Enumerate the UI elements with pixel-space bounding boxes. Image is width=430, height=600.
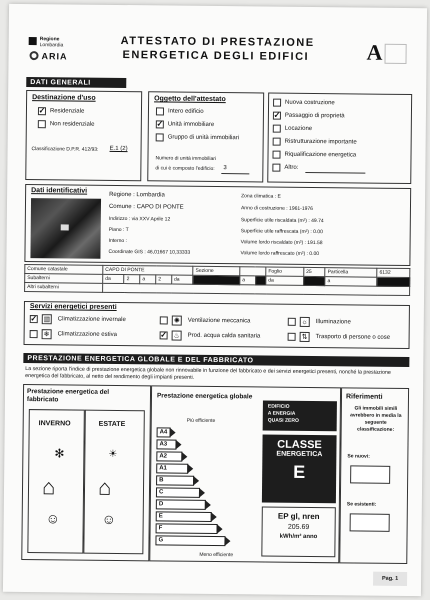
classificazione-label: Classificazione D.P.R. 412/93: — [31, 146, 99, 153]
classe-value: E — [293, 461, 306, 482]
piu-efficiente-label: Più efficiente — [186, 417, 216, 425]
level-a4: A4 — [157, 427, 171, 437]
interno-field: Interno : — [108, 237, 128, 245]
level-g: G — [155, 535, 225, 546]
unita-immobiliare-checkbox[interactable]: ✓ — [156, 119, 164, 129]
altri-subalterni-label: Altri subalterni — [25, 283, 103, 293]
ep-unit: kWh/m² anno — [279, 533, 318, 541]
gruppo-unita-checkbox[interactable] — [156, 133, 164, 141]
clim-inv-label: Climatizzazione invernale — [57, 316, 126, 324]
a-label-1: a — [140, 275, 156, 284]
regione-field: Regione : Lombardia — [109, 191, 165, 199]
nuova-costruzione-checkbox[interactable] — [273, 99, 281, 107]
lightbulb-icon: ☼ — [301, 318, 309, 326]
building-marker — [61, 224, 69, 230]
composto-label: di cui è composto l'edificio: — [155, 165, 215, 172]
sub-1-to: 2 — [156, 275, 172, 284]
se-esistenti-arrow — [350, 513, 390, 531]
passaggio-label: Passaggio di proprietà — [284, 112, 345, 120]
sezione-label: Sezione — [193, 266, 240, 275]
non-residenziale-label: Non residenziale — [49, 121, 95, 128]
elevator-icon: ⇅ — [300, 332, 310, 342]
ristrutturazione-checkbox[interactable] — [273, 138, 281, 146]
riqualificazione-checkbox[interactable] — [272, 151, 280, 159]
aria-icon — [30, 51, 39, 60]
ep-label: EP gl, nren — [277, 511, 320, 522]
clim-est-label: Climatizzazione estiva — [57, 331, 118, 338]
classe-2: ENERGETICA — [276, 450, 323, 459]
logo-aria: ARIA — [41, 51, 68, 62]
a-label-2: a — [240, 276, 256, 285]
meno-efficiente-label: Meno efficiente — [199, 551, 234, 559]
comune-catastale-value: CAPO DI PONTE — [103, 265, 193, 275]
fan-icon: ✺ — [172, 316, 182, 326]
estate-box — [83, 410, 145, 555]
sup-raff-field: Superficie utile raffrescata (m²) : 0.00 — [240, 228, 323, 236]
anno-field: Anno di costruzione : 1961-1976 — [240, 205, 313, 213]
sup-risc-field: Superficie utile riscaldata (m²) : 49.74 — [240, 217, 324, 225]
dati-identificativi-title: Dati identificativi — [31, 187, 88, 195]
subalterni-label: Subalterni — [25, 274, 103, 284]
logo-regione-2: Lombardia — [39, 42, 64, 49]
regione-cross-icon — [29, 37, 37, 45]
acqua-checkbox[interactable]: ✓ — [160, 330, 168, 340]
riferimenti-title: Riferimenti — [345, 393, 383, 401]
foglio-label: Foglio — [266, 267, 304, 276]
locazione-label: Locazione — [284, 125, 313, 133]
blank-cell-4 — [377, 277, 410, 286]
level-a3: A3 — [156, 439, 176, 449]
sub-1-from: 2 — [124, 275, 140, 284]
quasi-zero-2: A ENERGIA — [267, 410, 296, 417]
class-letter-logo: A — [366, 39, 383, 65]
level-d: D — [156, 499, 206, 510]
oggetto-title: Oggetto dell'attestato — [154, 95, 226, 104]
logo-regione-1: Regione — [39, 36, 60, 43]
prestazione-bar: PRESTAZIONE ENERGETICA GLOBALE E DEL FABBRICATO — [23, 353, 409, 367]
air-conditioner-icon: ❄ — [42, 329, 52, 339]
coordinate-field: Coordinate GIS : 46,01667 10,33333 — [108, 248, 191, 256]
ventilazione-label: Ventilazione meccanica — [187, 317, 251, 325]
summer-smile-icon: ☺ — [101, 510, 117, 527]
title-line1: ATTESTATO DI PRESTAZIONE — [120, 34, 315, 50]
vol-raff-field: Volume lordo raffrescato (m³) : 0.00 — [240, 250, 320, 258]
level-a2: A2 — [156, 451, 182, 461]
ep-value: 205.69 — [287, 523, 310, 532]
faucet-icon: ♨ — [172, 331, 182, 341]
residenziale-checkbox[interactable]: ✓ — [38, 106, 46, 116]
radiator-icon: ▥ — [42, 314, 52, 324]
nuova-costruzione-label: Nuova costruzione — [285, 99, 335, 107]
trasporto-label: Trasporto di persone o cose — [315, 334, 391, 341]
title-line2: ENERGETICA DEGLI EDIFICI — [122, 49, 310, 63]
sezione-value — [240, 267, 266, 276]
sun-icon: ☀ — [108, 448, 118, 460]
se-nuovi-label: Se nuovi: — [347, 453, 370, 460]
altro-label: Altro: — [284, 164, 299, 171]
catasto-table — [24, 264, 410, 296]
vol-risc-field: Volume lordo riscaldato (m³) : 191.58 — [240, 239, 323, 247]
estate-label: ESTATE — [98, 420, 126, 429]
illuminazione-label: Illuminazione — [315, 319, 351, 326]
servizi-title: Servizi energetici presenti — [29, 303, 117, 311]
riferimenti-text: Gli immobili simili avrebbero in media la seguente classificazione: — [350, 405, 402, 433]
foglio-value: 25 — [304, 267, 326, 276]
zona-field: Zona climatica : E — [241, 193, 281, 200]
globale-title: Prestazione energetica globale — [156, 392, 253, 401]
ventilazione-checkbox[interactable] — [160, 316, 168, 324]
ristrutturazione-label: Ristrutturazione importante — [284, 138, 357, 146]
numero-unita-label: Numero di unità immobiliari — [155, 155, 217, 163]
logo-bars-icon — [384, 44, 406, 64]
aerial-photo — [30, 198, 101, 259]
level-f: F — [156, 523, 218, 534]
se-esistenti-label: Se esistenti: — [346, 501, 377, 508]
page-number: Pag. 1 — [381, 575, 399, 582]
intero-edificio-label: Intero edificio — [167, 108, 204, 115]
winter-house-icon: ⌂ — [41, 474, 56, 500]
blank-cell-1 — [193, 275, 240, 284]
particella-label: Particella — [325, 268, 377, 278]
locazione-checkbox[interactable] — [273, 125, 281, 133]
se-nuovi-arrow — [350, 465, 390, 483]
altro-checkbox[interactable] — [272, 164, 280, 172]
acqua-label: Prod. acqua calda sanitaria — [187, 332, 261, 340]
riqualificazione-label: Riqualificazione energetica — [284, 151, 357, 159]
quasi-zero-3: QUASI ZERO — [267, 417, 299, 424]
comune-field: Comune : CAPO DI PONTE — [108, 203, 184, 211]
document-page — [3, 4, 427, 596]
dati-generali-bar: DATI GENERALI — [26, 77, 126, 88]
destinazione-title: Destinazione d'uso — [32, 94, 96, 102]
indirizzo-field: Indirizzo : via XXV Aprile 12 — [108, 215, 171, 223]
classificazione-value: E.1 (2) — [109, 145, 128, 153]
winter-smile-icon: ☺ — [45, 510, 61, 527]
trasporto-checkbox[interactable] — [288, 333, 296, 341]
da-label-2: da — [171, 275, 193, 284]
page-number-box — [373, 572, 407, 586]
prestazione-intro: La sezione riporta l'indice di prestazione energetica globale non rinnovabile in funzione del fabbricato e dei servizi energetici presenti, nonché la prestazione energetica del fabbricato, al netto del rendimento degli impianti presenti. — [25, 366, 391, 381]
illuminazione-checkbox[interactable] — [288, 318, 296, 326]
level-c: C — [156, 487, 200, 497]
fabbricato-title: Prestazione energetica del fabbricato — [26, 388, 110, 404]
blank-cell-2 — [256, 276, 266, 285]
destinazione-box — [25, 90, 142, 181]
da-label-3: da — [266, 276, 304, 285]
blank-cell-3 — [304, 276, 326, 285]
classe-1: CLASSE — [277, 438, 322, 452]
level-e: E — [156, 511, 212, 522]
comune-catastale-label: Comune catastale — [25, 265, 103, 275]
inverno-label: INVERNO — [38, 420, 71, 428]
altri-subalterni-value — [103, 283, 410, 295]
particella-value: 6132 — [377, 268, 410, 277]
clim-est-checkbox[interactable] — [30, 330, 38, 338]
gruppo-unita-label: Gruppo di unità immobiliari — [167, 134, 240, 142]
unita-immobiliare-label: Unità immobiliare — [167, 121, 215, 128]
passaggio-checkbox[interactable]: ✓ — [273, 110, 281, 120]
regione-logo — [28, 34, 98, 67]
level-b: B — [156, 475, 194, 485]
ep-box — [261, 507, 336, 558]
energy-scale — [155, 427, 256, 558]
quasi-zero-badge — [263, 401, 337, 432]
snowflake-icon: ✻ — [54, 446, 65, 461]
level-a1: A1 — [156, 463, 188, 473]
composto-value: 3 — [223, 165, 227, 172]
intero-edificio-checkbox[interactable] — [156, 107, 164, 115]
piano-field: Piano : T — [108, 226, 129, 234]
residenziale-label: Residenziale — [49, 108, 85, 115]
clim-inv-checkbox[interactable]: ✓ — [30, 314, 38, 324]
da-label-1: da — [103, 274, 125, 283]
summer-house-icon: ⌂ — [97, 474, 112, 500]
classe-badge — [262, 435, 337, 504]
inverno-box — [27, 409, 85, 554]
a-label-3: a — [325, 277, 377, 287]
quasi-zero-1: EDIFICIO — [267, 403, 290, 410]
non-residenziale-checkbox[interactable] — [38, 120, 46, 128]
